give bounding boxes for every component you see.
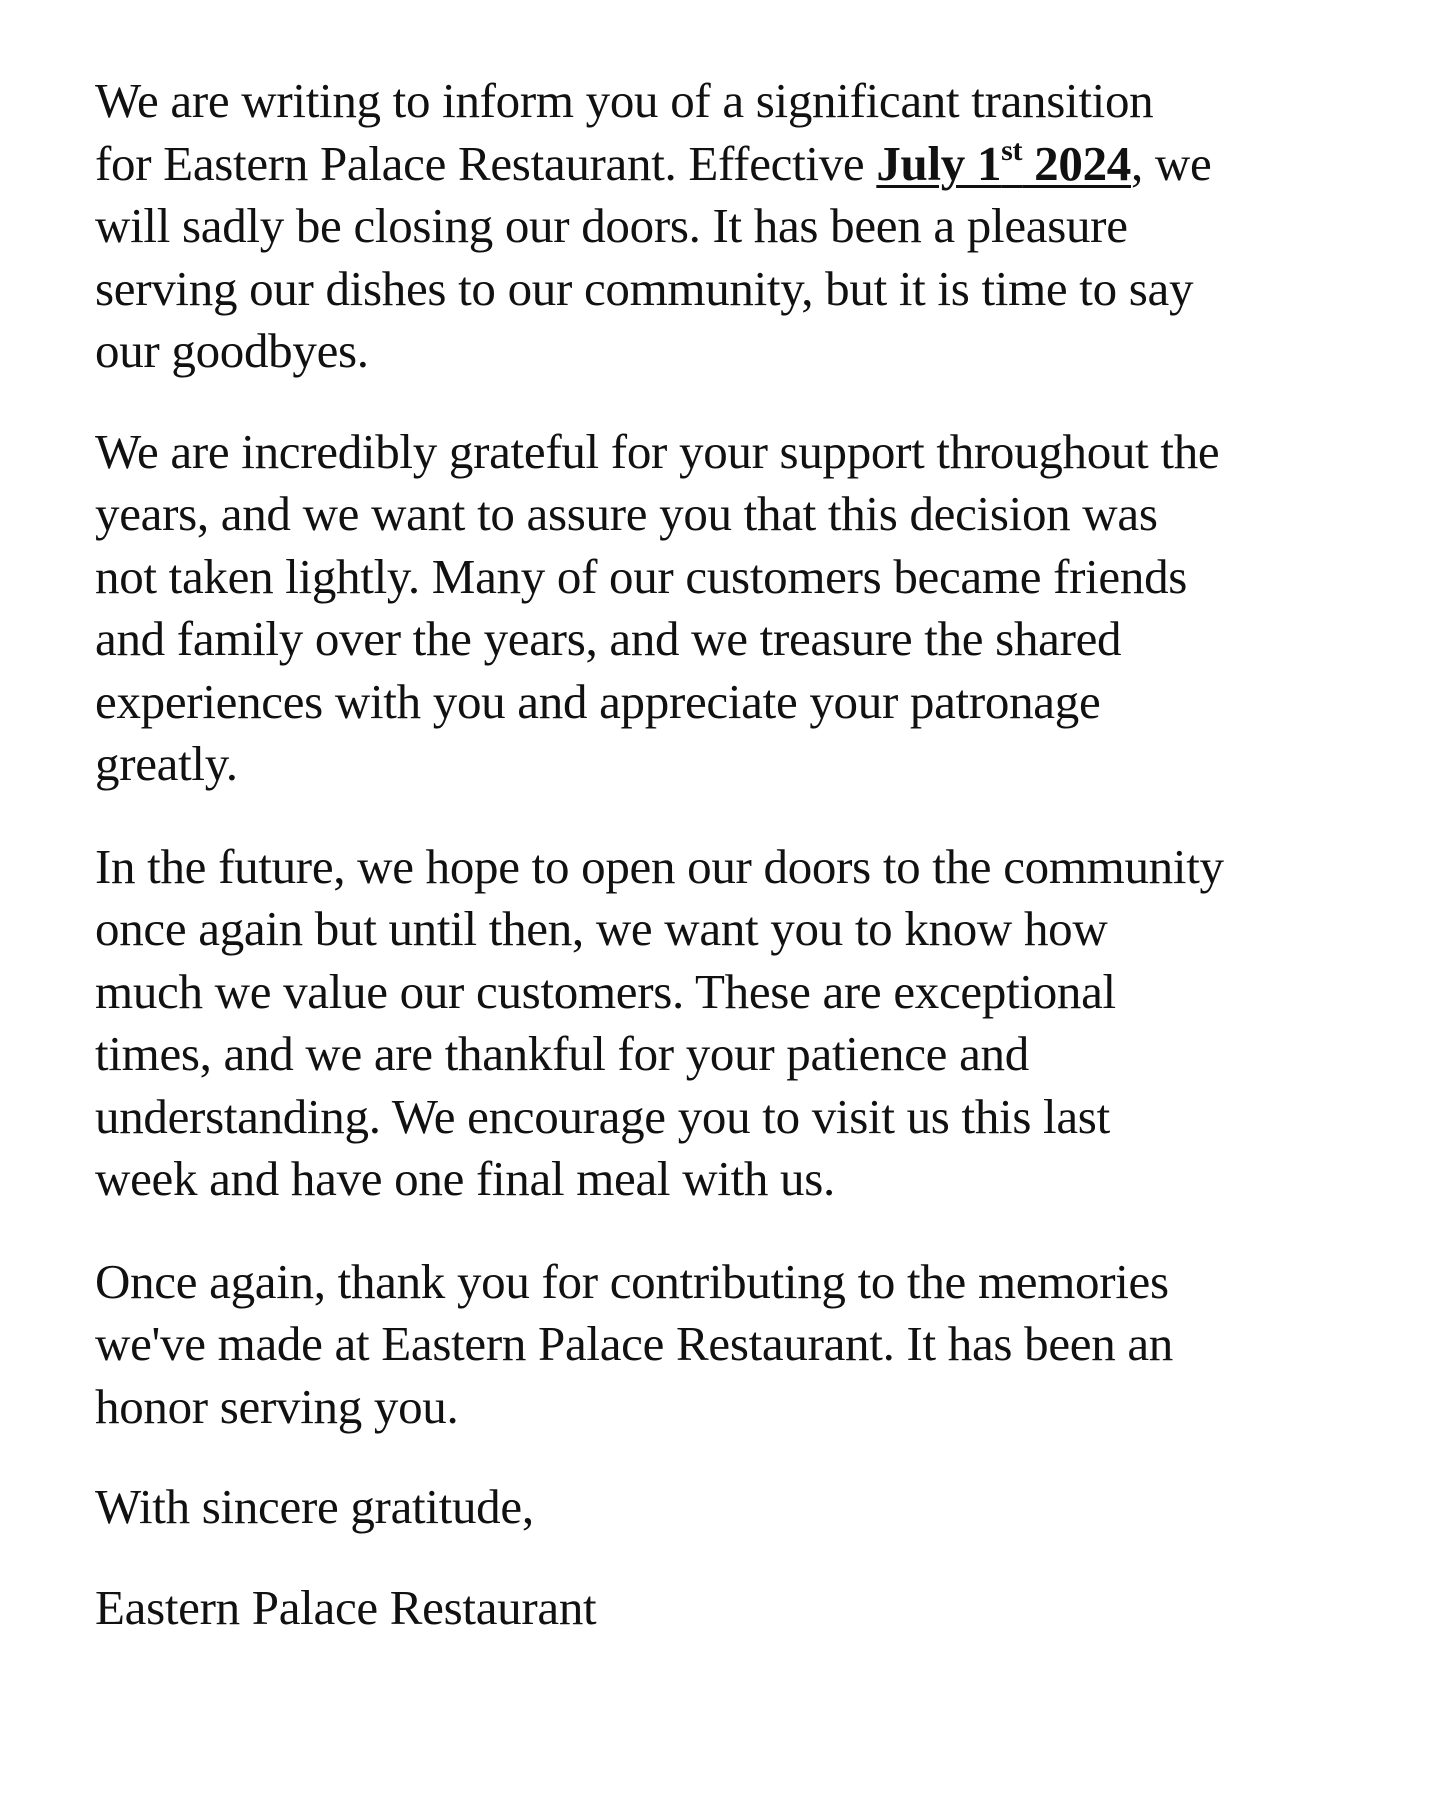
text-line: years, and we want to assure you that this decision was xyxy=(95,486,1158,541)
text-line: not taken lightly. Many of our customers became friends xyxy=(95,548,1188,604)
text-line: greatly. xyxy=(95,736,238,791)
paragraph-intro xyxy=(95,70,1415,383)
text-line: experiences with you and appreciate your patronage xyxy=(95,673,1101,729)
text-line: Once again, thank you for contributing to the memories xyxy=(95,1253,1169,1309)
text-line: much we value our customers. These are exceptional xyxy=(95,963,1116,1019)
closing-date xyxy=(876,133,1131,191)
paragraph-future xyxy=(95,836,1415,1211)
text-line: serving our dishes to our community, but it is time to say xyxy=(95,260,1194,316)
letter-body xyxy=(95,70,1415,1639)
paragraph-thanks xyxy=(95,1251,1415,1439)
closing-date-month-day: July 1 xyxy=(876,135,1002,191)
closing-date-ordinal: st xyxy=(1001,133,1023,167)
text-line: and family over the years, and we treasure the shared xyxy=(95,611,1122,666)
text-line: we've made at Eastern Palace Restaurant. It has been an xyxy=(95,1316,1174,1371)
text-line: We are writing to inform you of a significant transition xyxy=(95,73,1154,128)
signature xyxy=(95,1577,1415,1640)
text-line: times, and we are thankful for your patience and xyxy=(95,1026,1029,1081)
closing-date-year: 2024 xyxy=(1022,135,1131,191)
text-line: our goodbyes. xyxy=(95,323,369,378)
text-line: once again but until then, we want you to know how xyxy=(95,901,1108,956)
text-line: In the future, we hope to open our doors to the community xyxy=(95,838,1224,894)
text-fragment: , we xyxy=(1131,135,1212,191)
text-line: We are incredibly grateful for your support throughout the xyxy=(95,423,1220,479)
text-line-effective-date xyxy=(95,133,1415,196)
text-fragment: for Eastern Palace Restaurant. Effective xyxy=(95,135,877,191)
closing-salutation xyxy=(95,1476,1415,1539)
text-line: week and have one final meal with us. xyxy=(95,1151,835,1206)
text-line: Eastern Palace Restaurant xyxy=(95,1579,597,1635)
text-line: will sadly be closing our doors. It has been a pleasure xyxy=(95,198,1128,253)
text-line: understanding. We encourage you to visit us this last xyxy=(95,1088,1110,1144)
text-line: honor serving you. xyxy=(95,1378,459,1434)
paragraph-gratitude xyxy=(95,421,1415,796)
text-line: With sincere gratitude, xyxy=(95,1479,534,1534)
